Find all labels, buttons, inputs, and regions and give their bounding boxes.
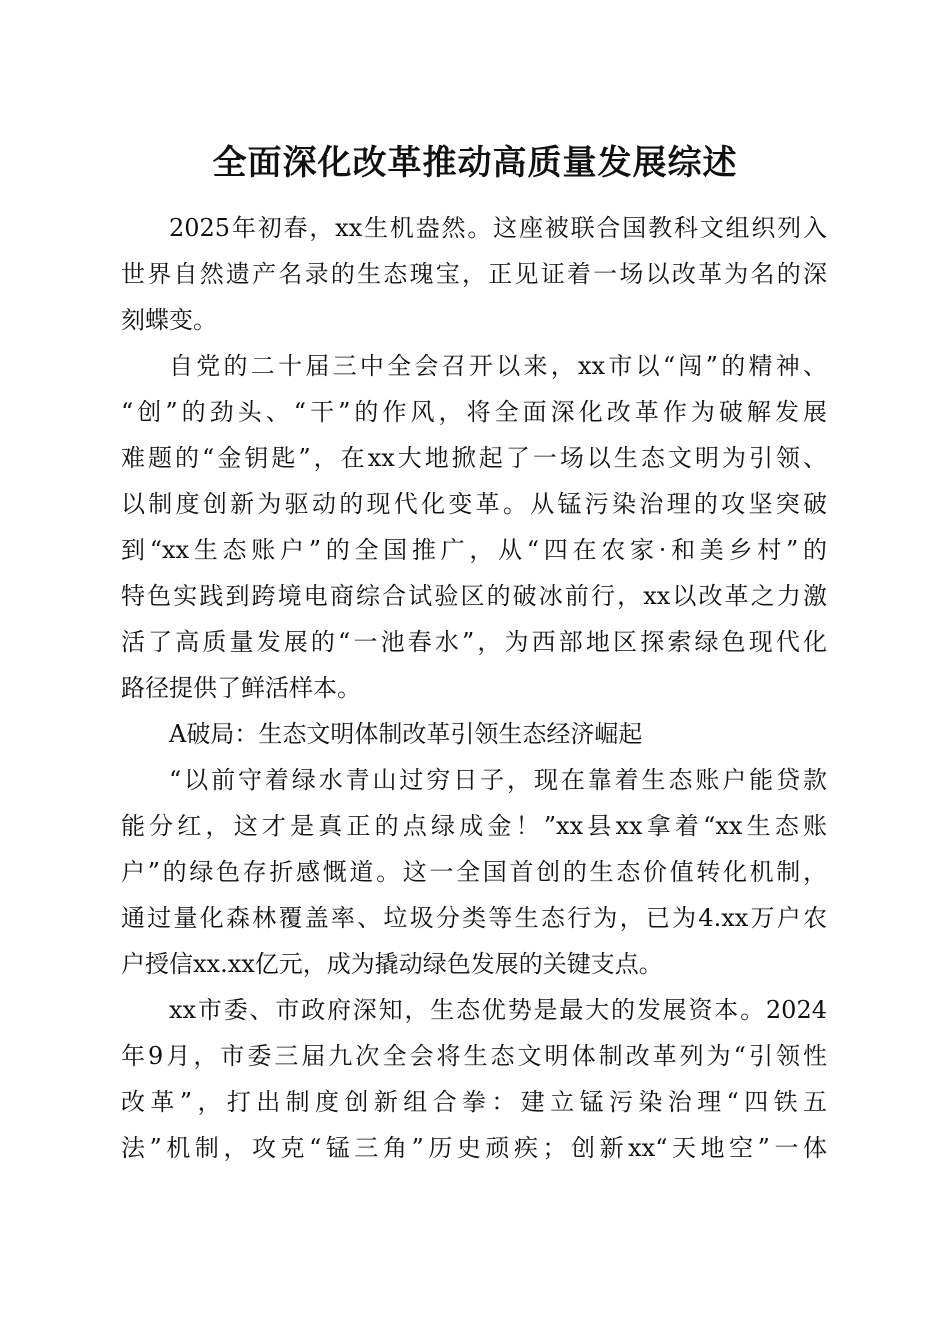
paragraph	[121, 757, 827, 987]
text-line: 2025年初春，xx生机盎然。这座被联合国教科文组织列入	[169, 214, 827, 242]
document-body	[121, 205, 827, 1171]
document-title: 全面深化改革推动高质量发展综述	[212, 143, 738, 183]
text-line: 到“xx生态账户”的全国推广，从“四在农家·和美乡村”的	[121, 536, 827, 564]
paragraph	[121, 343, 827, 711]
text-line: 法”机制，攻克“锰三角”历史顽疾；创新xx“天地空”一体	[121, 1134, 827, 1162]
text-line: 户”的绿色存折感慨道。这一全国首创的生态价值转化机制，	[121, 858, 827, 886]
section-heading	[121, 711, 827, 757]
text-line: 特色实践到跨境电商综合试验区的破冰前行，xx以改革之力激	[121, 582, 827, 610]
text-line: A破局：生态文明体制改革引领生态经济崛起	[169, 720, 643, 748]
text-line: “创”的劲头、“干”的作风，将全面深化改革作为破解发展	[121, 398, 827, 426]
text-line: 年9月，市委三届九次全会将生态文明体制改革列为“引领性	[121, 1042, 827, 1070]
text-line: 以制度创新为驱动的现代化变革。从锰污染治理的攻坚突破	[121, 490, 827, 518]
text-line: 刻蝶变。	[121, 306, 217, 334]
text-line: xx市委、市政府深知，生态优势是最大的发展资本。2024	[169, 996, 827, 1024]
paragraph	[121, 987, 827, 1171]
text-line: 自党的二十届三中全会召开以来，xx市以“闯”的精神、	[169, 352, 827, 380]
text-line: 世界自然遗产名录的生态瑰宝，正见证着一场以改革为名的深	[121, 260, 827, 288]
text-line: 能分红，这才是真正的点绿成金！”xx县xx拿着“xx生态账	[121, 812, 827, 840]
text-line: 活了高质量发展的“一池春水”，为西部地区探索绿色现代化	[121, 628, 827, 656]
text-line: 路径提供了鲜活样本。	[121, 674, 361, 702]
text-line: 改革”，打出制度创新组合拳：建立锰污染治理“四铁五	[121, 1088, 827, 1116]
text-line: 户授信xx.xx亿元，成为撬动绿色发展的关键支点。	[121, 950, 663, 978]
text-line: 难题的“金钥匙”，在xx大地掀起了一场以生态文明为引领、	[121, 444, 827, 472]
text-line: “以前守着绿水青山过穷日子，现在靠着生态账户能贷款	[169, 766, 827, 794]
paragraph	[121, 205, 827, 343]
text-line: 通过量化森林覆盖率、垃圾分类等生态行为，已为4.xx万户农	[121, 904, 827, 932]
